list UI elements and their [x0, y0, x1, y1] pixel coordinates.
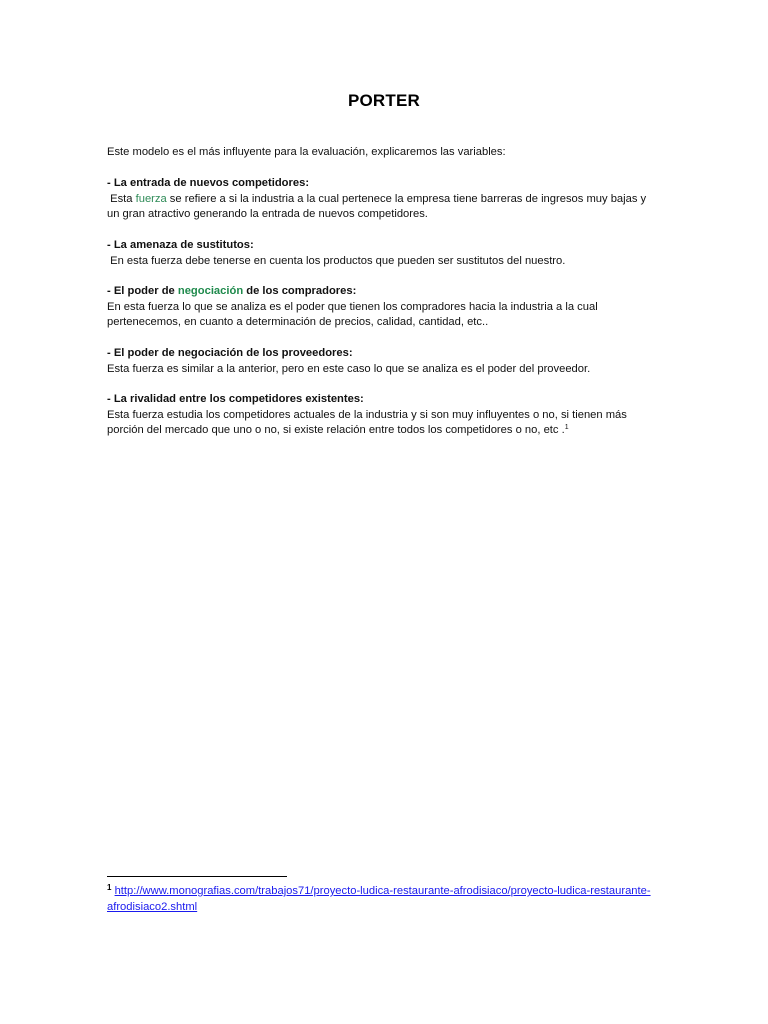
section-supplier-power — [107, 346, 667, 377]
footnote — [107, 883, 667, 915]
section-heading: - El poder de negociación de los proveedores: — [107, 347, 353, 359]
section-buyer-power — [107, 284, 667, 331]
link-text: afrodisiaco2.shtml — [107, 901, 198, 913]
section-text-line — [107, 192, 667, 208]
section-text-line: un gran atractivo generando la entrada de nuevos competidores. — [107, 208, 428, 220]
highlighted-word: fuerza — [135, 192, 167, 205]
footnote-link[interactable] — [107, 885, 651, 913]
section-text-line: En esta fuerza debe tenerse en cuenta los productos que pueden ser sustitutos del nuestro. — [107, 254, 566, 267]
link-text: http://www.monografias.com/trabajos71/proyecto-ludica-restaurante-afrodisiaco/proyecto-ludica-restaurante- — [114, 885, 651, 897]
section-text-line: Esta fuerza estudia los competidores actuales de la industria y si son muy influyentes o no, si tienen más — [107, 408, 627, 421]
section-text-line: En esta fuerza lo que se analiza es el poder que tienen los compradores hacia la industria a la cual — [107, 300, 598, 313]
text-fragment: porción del mercado que uno o no, si existe relación entre todos los competidores o no, etc . — [107, 424, 565, 436]
heading-fragment: de los compradores: — [243, 285, 357, 297]
section-substitutes — [107, 238, 667, 269]
section-heading — [107, 284, 667, 300]
highlighted-word: negociación — [177, 285, 244, 297]
footnote-reference[interactable]: 1 — [564, 424, 569, 431]
section-text-line — [107, 423, 667, 439]
section-heading: - La rivalidad entre los competidores existentes: — [107, 393, 364, 405]
page-title: PORTER — [347, 91, 421, 110]
heading-fragment: - El poder de — [107, 285, 178, 297]
section-text-line: pertenecemos, en cuanto a determinación de precios, calidad, cantidad, etc.. — [107, 316, 489, 328]
section-text-line: Esta fuerza es similar a la anterior, pero en este caso lo que se analiza es el poder del proveedor. — [107, 362, 591, 375]
footnote-separator — [107, 876, 287, 877]
text-fragment: se refiere a si la industria a la cual pertenece la empresa tiene barreras de ingresos muy bajas y — [166, 192, 647, 205]
footnote-number: 1 — [107, 883, 112, 892]
text-fragment: Esta — [107, 192, 136, 205]
intro-paragraph: Este modelo es el más influyente para la evaluación, explicaremos las variables: — [107, 146, 506, 158]
section-rivalry — [107, 392, 667, 439]
section-new-competitors — [107, 176, 667, 223]
section-heading: - La amenaza de sustitutos: — [107, 239, 254, 251]
section-heading: - La entrada de nuevos competidores: — [107, 177, 310, 189]
